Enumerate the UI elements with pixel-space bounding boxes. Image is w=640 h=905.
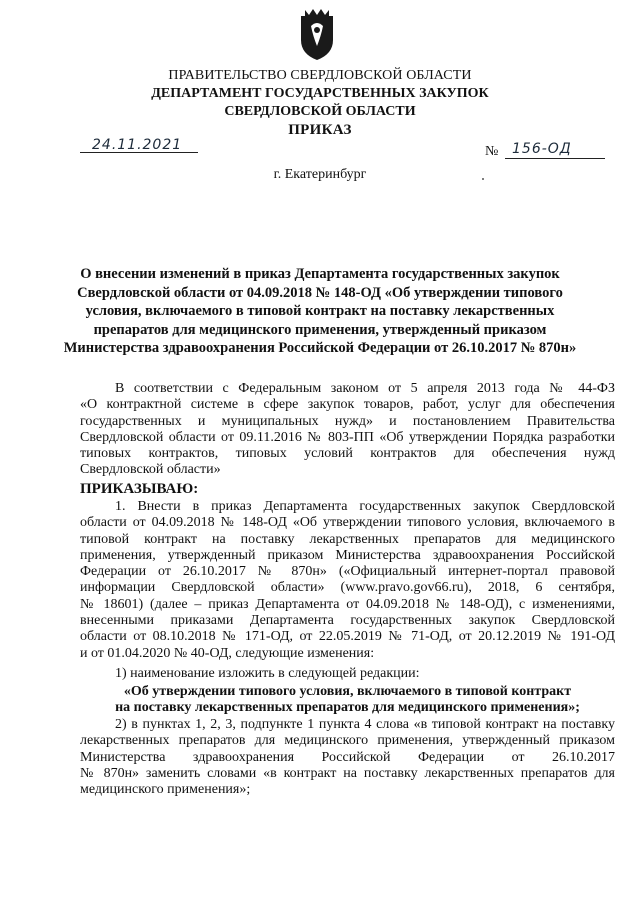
subitem-1-quote — [80, 684, 615, 717]
document-type: ПРИКАЗ — [288, 122, 352, 138]
subitem-1: 1) наименование изложить в следующей редакции: — [115, 666, 420, 681]
text-line: типовых контрактов, типовых условий контрактов для обеспечения нужд — [80, 446, 615, 462]
order-date: 24.11.2021 — [92, 137, 183, 153]
number-label: № — [485, 144, 499, 159]
text-line: Свердловской области от 09.11.2016 № 803-ПП «Об утверждении Порядка разработки — [80, 429, 615, 445]
text-line: информации Свердловской области» (www.pravo.gov66.ru), 2018, 6 сентября, — [80, 580, 615, 596]
preamble-paragraph — [80, 381, 615, 479]
title-line: препаратов для медицинского применения, утвержденный приказом — [93, 321, 547, 338]
text-line: государственных и муниципальных нужд» и постановлением Правительства — [80, 413, 615, 429]
text-line: Свердловской области» — [80, 462, 221, 478]
text-line: применения, утвержденный приказом Министерства здравоохранения Российской — [80, 547, 615, 563]
order-number: 156-ОД — [512, 141, 572, 157]
order-title — [0, 265, 640, 358]
text-line: Федерации от 26.10.2017 № 870н» («Официальный интернет-портал правовой — [80, 564, 615, 580]
text-line: внесенными приказами Департамента государственных закупок Свердловской — [80, 613, 615, 629]
text-line: Министерства здравоохранения Российской Федерации от 26.10.2017 — [80, 749, 615, 765]
department-name-line2: СВЕРДЛОВСКОЙ ОБЛАСТИ — [224, 104, 416, 119]
coat-of-arms-emblem — [297, 6, 337, 62]
text-line: медицинского применения»; — [80, 782, 251, 798]
text-line: типовой контракт на поставку лекарственных препаратов для медицинского — [80, 531, 615, 547]
text-line: и от 01.04.2020 № 40-ОД, следующие изменения: — [80, 645, 375, 661]
item-1-paragraph — [80, 499, 615, 662]
title-line: О внесении изменений в приказ Департамента государственных закупок — [80, 266, 560, 282]
number-underline — [505, 158, 605, 159]
city: г. Екатеринбург — [273, 167, 367, 182]
speck — [482, 178, 484, 180]
quote-line: на поставку лекарственных препаратов для медицинского применения»; — [115, 700, 580, 716]
order-word: ПРИКАЗЫВАЮ: — [80, 481, 199, 497]
text-line: лекарственных препаратов для медицинского применения, утвержденный приказом — [80, 733, 615, 749]
text-line: № 870н» заменить словами «в контракт на поставку лекарственных препаратов для — [80, 765, 615, 781]
quote-line: «Об утверждении типового условия, включаемого в типовой контракт — [123, 684, 572, 699]
government-name: ПРАВИТЕЛЬСТВО СВЕРДЛОВСКОЙ ОБЛАСТИ — [168, 68, 472, 83]
text-line: «О контрактной системе в сфере закупок товаров, работ, услуг для обеспечения — [80, 397, 615, 413]
text-line: области от 08.10.2018 № 171-ОД, от 22.05.2019 № 71-ОД, от 20.12.2019 № 191-ОД — [80, 629, 615, 645]
title-line: условия, включаемого в типовой контракт на поставку лекарственных — [85, 303, 555, 319]
date-underline — [80, 152, 198, 153]
text-line: 2) в пунктах 1, 2, 3, подпункте 1 пункта 4 слова «в типовой контракт на поставку — [115, 717, 615, 732]
text-line: В соответствии с Федеральным законом от 5 апреля 2013 года № 44-ФЗ — [115, 381, 615, 396]
title-line: Свердловской области от 04.09.2018 № 148-ОД «Об утверждении типового — [77, 284, 563, 301]
title-line: Министерства здравоохранения Российской Федерации от 26.10.2017 № 870н» — [63, 340, 577, 356]
department-name-line1: ДЕПАРТАМЕНТ ГОСУДАРСТВЕННЫХ ЗАКУПОК — [151, 86, 489, 101]
subitem-2-paragraph — [80, 717, 615, 798]
text-line: 1. Внести в приказ Департамента государственных закупок Свердловской — [115, 499, 615, 514]
text-line: № 18601) (далее – приказ Департамента от 04.09.2018 № 148-ОД), с изменениями, — [80, 596, 615, 612]
text-line: области от 04.09.2018 № 148-ОД «Об утверждении типового условия, включаемого в — [80, 515, 615, 531]
